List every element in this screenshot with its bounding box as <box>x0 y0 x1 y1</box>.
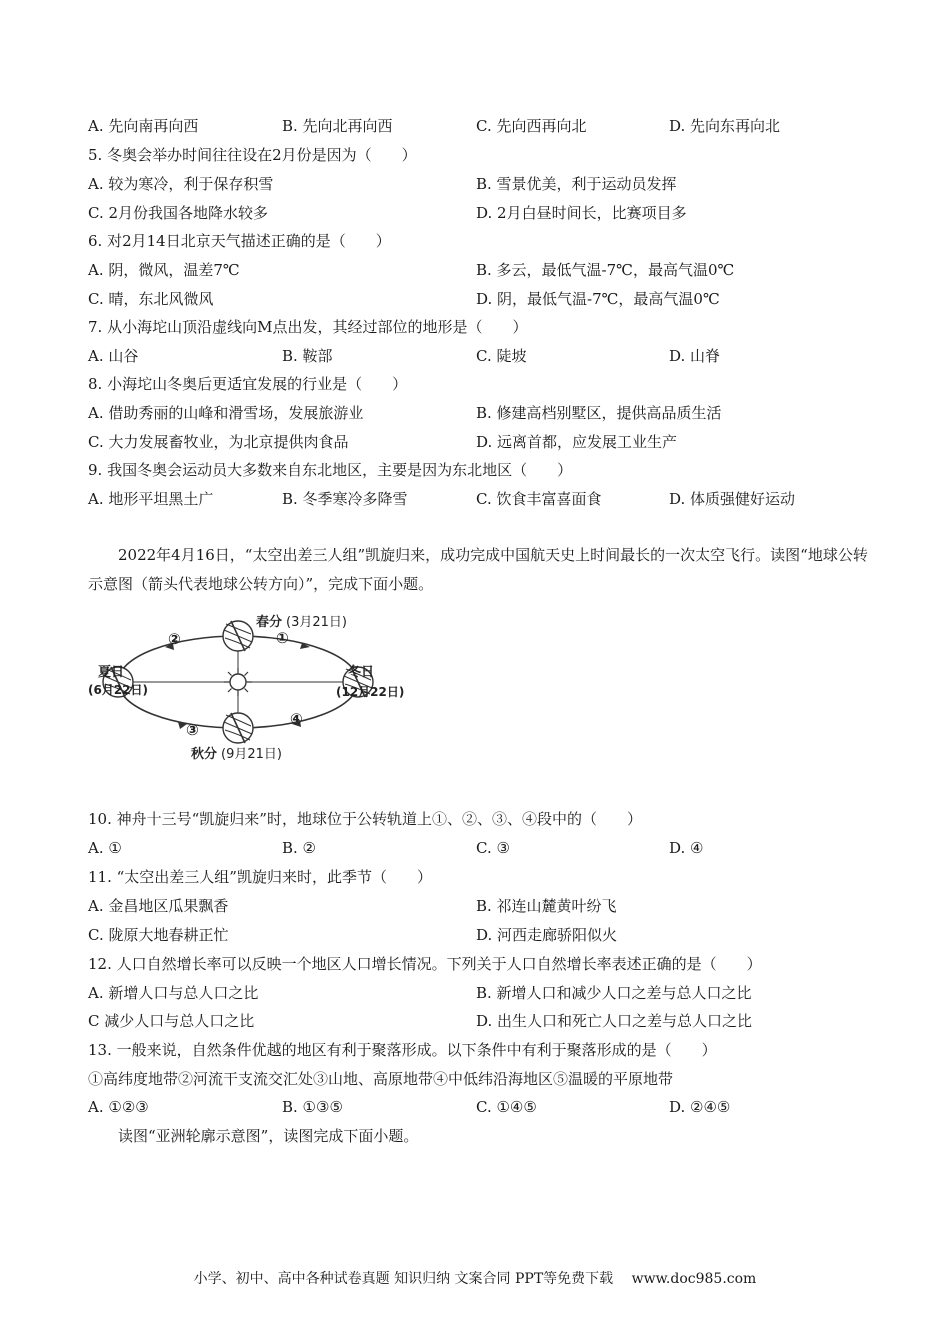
q10-option-c: C. ③ <box>476 839 510 857</box>
q13-stem: 13. 一般来说，自然条件优越的地区有利于聚落形成。以下条件中有利于聚落形成的是（ ） <box>88 1041 717 1059</box>
q11-option-a: A. 金昌地区瓜果飘香 <box>88 897 229 915</box>
q9-option-d: D. 体质强健好运动 <box>669 490 796 508</box>
intro-asia-line: 读图“亚洲轮廓示意图”，读图完成下面小题。 <box>118 1127 419 1145</box>
label-winter-date: (12月22日) <box>336 685 405 699</box>
segment-3-label: ③ <box>186 721 199 739</box>
q8-option-a: A. 借助秀丽的山峰和滑雪场，发展旅游业 <box>88 404 364 422</box>
q13-option-d: D. ②④⑤ <box>669 1098 731 1116</box>
earth-revolution-diagram <box>88 615 428 772</box>
q11-option-b: B. 祁连山麓黄叶纷飞 <box>476 897 617 915</box>
q6-option-c: C. 晴，东北风微风 <box>88 290 214 308</box>
q10-stem: 10. 神舟十三号“凯旋归来”时，地球位于公转轨道上①、②、③、④段中的（ ） <box>88 810 642 828</box>
q13-option-a: A. ①②③ <box>88 1098 149 1116</box>
q4-option-d: D. 先向东再向北 <box>669 117 781 135</box>
page-footer: 小学、初中、高中各种试卷真题 知识归纳 文案合同 PPT等免费下载 www.doc985.com <box>193 1271 757 1287</box>
label-spring: 春分 (3月21日) <box>256 615 347 630</box>
q5-option-b: B. 雪景优美，利于运动员发挥 <box>476 175 677 193</box>
q10-option-a: A. ① <box>88 839 122 857</box>
earth-spring-icon <box>223 621 253 651</box>
q5-option-a: A. 较为寒冷，利于保存积雪 <box>88 175 274 193</box>
q13-option-b: B. ①③⑤ <box>282 1098 343 1116</box>
label-summer-date: (6月22日) <box>88 683 149 697</box>
q10-option-b: B. ② <box>282 839 317 857</box>
q11-option-d: D. 河西走廊骄阳似火 <box>476 926 618 944</box>
q9-stem: 9. 我国冬奥会运动员大多数来自东北地区，主要是因为东北地区（ ） <box>88 461 573 479</box>
q5-stem: 5. 冬奥会举办时间往往设在2月份是因为（ ） <box>88 146 417 164</box>
q6-option-d: D. 阴，最低气温-7℃，最高气温0℃ <box>476 290 720 308</box>
q10-option-d: D. ④ <box>669 839 704 857</box>
q11-stem: 11. “太空出差三人组”凯旋归来时，此季节（ ） <box>88 868 432 886</box>
q12-option-d: D. 出生人口和死亡人口之差与总人口之比 <box>476 1012 753 1030</box>
q8-stem: 8. 小海坨山冬奥后更适宜发展的行业是（ ） <box>88 375 408 393</box>
q13-option-c: C. ①④⑤ <box>476 1098 537 1116</box>
q4-option-c: C. 先向西再向北 <box>476 117 587 135</box>
earth-autumn-icon <box>223 713 253 743</box>
q6-option-a: A. 阴，微风，温差7℃ <box>88 261 240 279</box>
q5-option-d: D. 2月白昼时间长，比赛项目多 <box>476 204 687 222</box>
q13-conditions: ①高纬度地带②河流干支流交汇处③山地、高原地带④中低纬沿海地区⑤温暖的平原地带 <box>88 1070 674 1088</box>
q12-option-b: B. 新增人口和减少人口之差与总人口之比 <box>476 984 752 1002</box>
q7-option-b: B. 鞍部 <box>282 347 333 365</box>
q9-option-c: C. 饮食丰富喜面食 <box>476 490 602 508</box>
q9-option-a: A. 地形平坦黑土广 <box>88 490 214 508</box>
q8-option-c: C. 大力发展畜牧业，为北京提供肉食品 <box>88 433 349 451</box>
segment-4-label: ④ <box>290 710 303 728</box>
segment-1-label: ① <box>276 629 289 647</box>
sun-icon <box>224 668 252 696</box>
q4-option-b: B. 先向北再向西 <box>282 117 393 135</box>
q4-option-a: A. 先向南再向西 <box>88 117 199 135</box>
label-autumn: 秋分 (9月21日) <box>191 747 282 762</box>
q6-stem: 6. 对2月14日北京天气描述正确的是（ ） <box>88 232 391 250</box>
q5-option-c: C. 2月份我国各地降水较多 <box>88 204 269 222</box>
q12-option-c: C 减少人口与总人口之比 <box>88 1012 255 1030</box>
q7-option-c: C. 陡坡 <box>476 347 527 365</box>
q7-option-a: A. 山谷 <box>88 347 139 365</box>
q7-option-d: D. 山脊 <box>669 347 721 365</box>
q9-option-b: B. 冬季寒冷多降雪 <box>282 490 408 508</box>
q12-stem: 12. 人口自然增长率可以反映一个地区人口增长情况。下列关于人口自然增长率表述正确的是（ ） <box>88 955 762 973</box>
q11-option-c: C. 陇原大地春耕正忙 <box>88 926 229 944</box>
label-winter: 冬日 <box>348 665 375 680</box>
q12-option-a: A. 新增人口与总人口之比 <box>88 984 259 1002</box>
q7-stem: 7. 从小海坨山顶沿虚线向M点出发，其经过部位的地形是（ ） <box>88 318 528 336</box>
segment-2-label: ② <box>168 630 181 648</box>
q6-option-b: B. 多云，最低气温-7℃，最高气温0℃ <box>476 261 735 279</box>
label-summer: 夏日 <box>98 665 125 680</box>
q8-option-d: D. 远离首都，应发展工业生产 <box>476 433 678 451</box>
intro-space-paragraph: 2022年4月16日，“太空出差三人组”凯旋归来，成功完成中国航天史上时间最长的一次太空飞行。读图“地球公转示意图（箭头代表地球公转方向）”，完成下面小题。 <box>88 546 868 593</box>
q8-option-b: B. 修建高档别墅区，提供高品质生活 <box>476 404 722 422</box>
